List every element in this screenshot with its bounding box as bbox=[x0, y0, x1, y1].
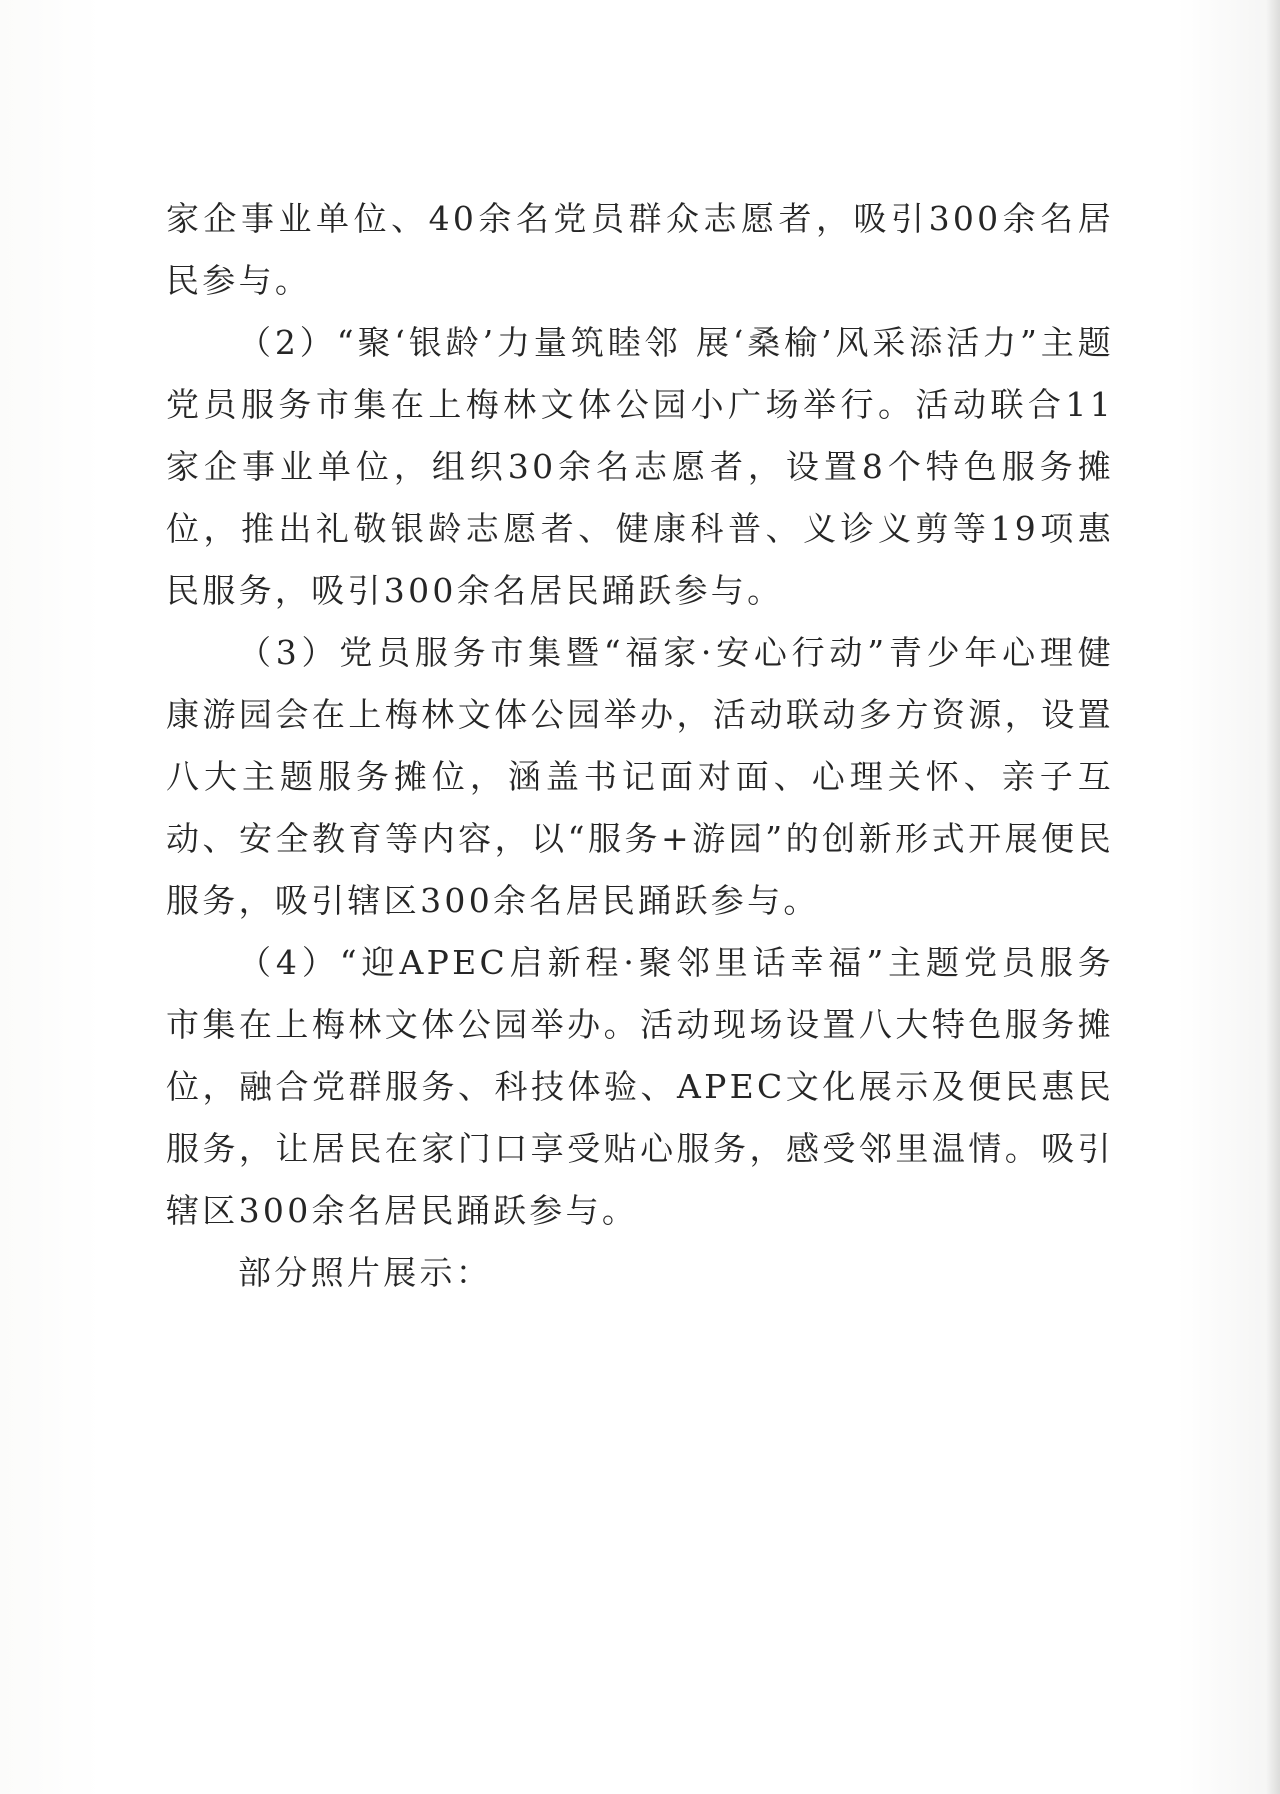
page-edge-shadow bbox=[1266, 0, 1280, 1794]
paragraph-item-4: （4）“迎APEC启新程·聚邻里话幸福”主题党员服务市集在上梅林文体公园举办。活动现场设置八大特色服务摊位，融合党群服务、科技体验、APEC文化展示及便民惠民服务，让居民在家门口享受贴心服务，感受邻里温情。吸引辖区300余名居民踊跃参与。 bbox=[166, 943, 1114, 1230]
photo-section-caption: 部分照片展示： bbox=[238, 1253, 493, 1292]
document-body bbox=[166, 188, 1114, 1304]
paragraph-item-3: （3）党员服务市集暨“福家·安心行动”青少年心理健康游园会在上梅林文体公园举办，活动联动多方资源，设置八大主题服务摊位，涵盖书记面对面、心理关怀、亲子互动、安全教育等内容，以“服务+游园”的创新形式开展便民服务，吸引辖区300余名居民踊跃参与。 bbox=[166, 633, 1114, 920]
paragraph-item-2: （2）“聚‘银龄’力量筑睦邻 展‘桑榆’风采添活力”主题党员服务市集在上梅林文体公园小广场举行。活动联合11家企事业单位，组织30余名志愿者，设置8个特色服务摊位，推出礼敬银龄志愿者、健康科普、义诊义剪等19项惠民服务，吸引300余名居民踊跃参与。 bbox=[166, 323, 1114, 610]
paragraph-continuation: 家企事业单位、40余名党员群众志愿者，吸引300余名居民参与。 bbox=[166, 199, 1114, 300]
